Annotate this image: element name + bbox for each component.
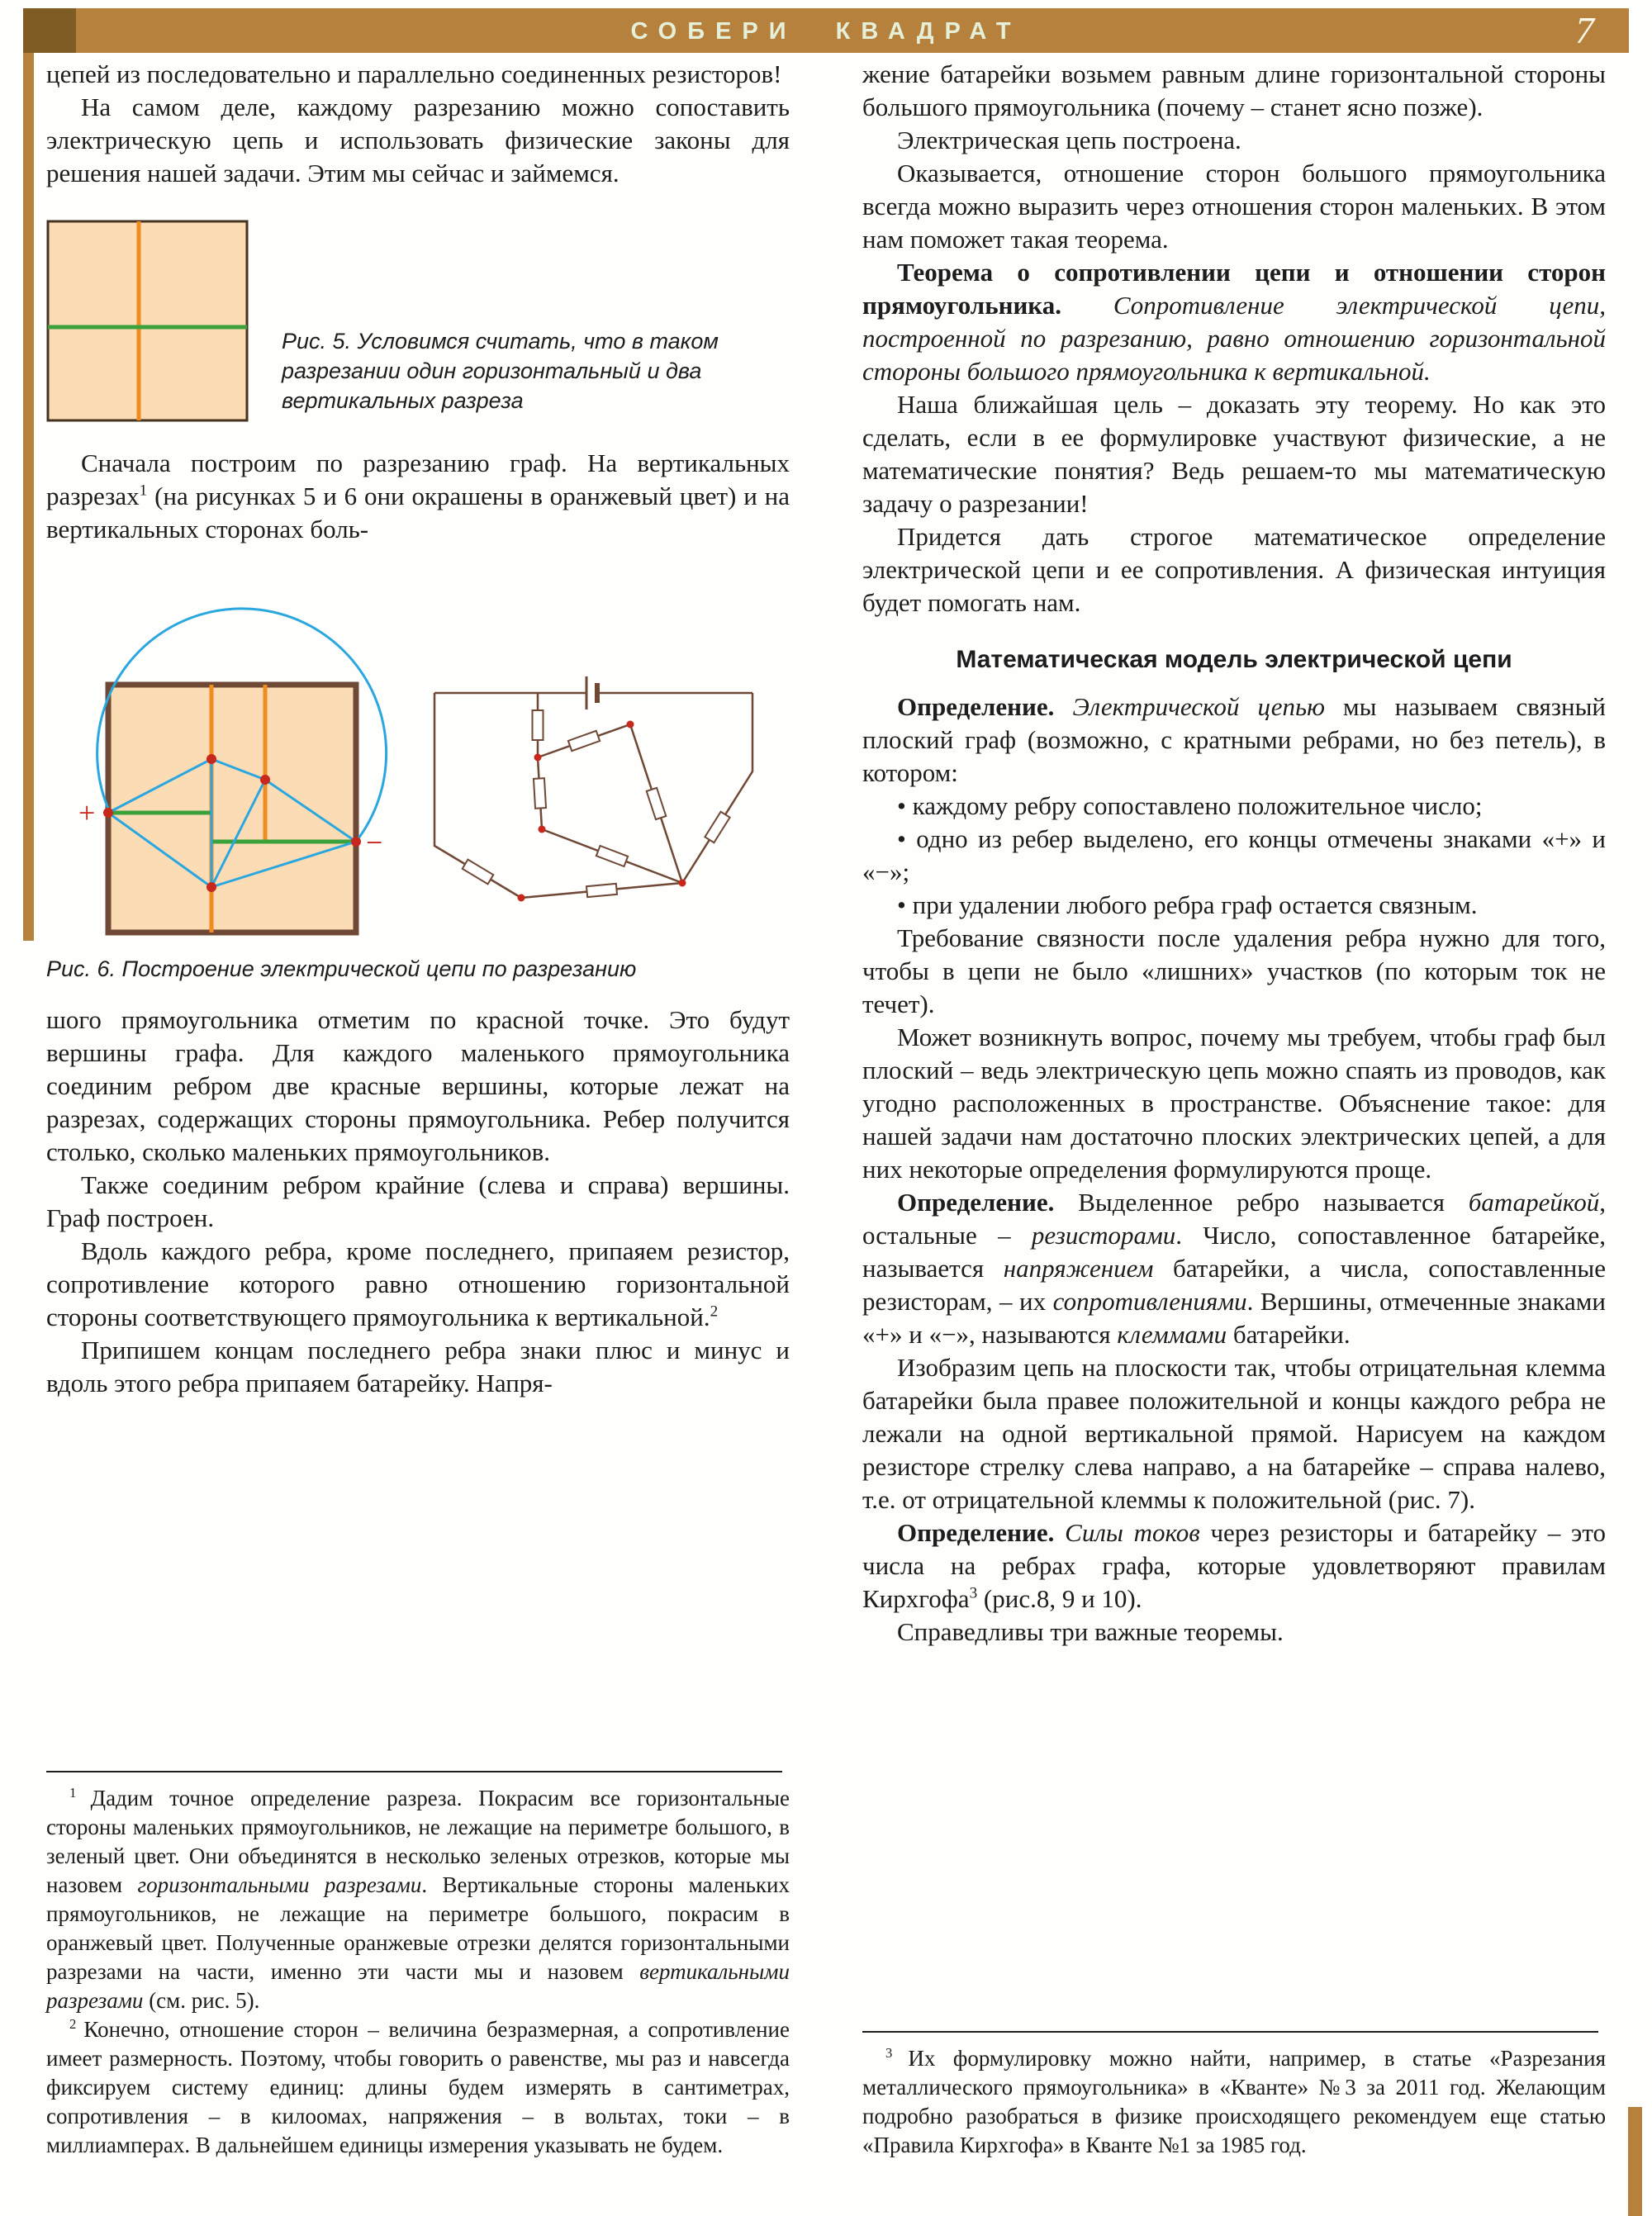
right-bottom-paragraphs	[862, 690, 1606, 1649]
footnote: $^1$ Дадим точное определение разреза. Покрасим все горизонтальные стороны маленьких прямоугольников, не лежащие на периметре большого, в зеленый цвет. Они объединятся в несколько зеленых отрезков, которые мы назовем горизонтальными разрезами. Вертикальные стороны маленьких прямоугольников, не лежащие на периметре большого, покрасим в оранжевый цвет. Полученные оранжевые отрезки делятся горизонтальными разрезами на части, именно эти части мы и назовем вертикальными разрезами (см. рис. 5).	[46, 1785, 790, 2013]
vertex-dot	[260, 775, 270, 785]
page-header	[23, 8, 1629, 53]
vertex-dot	[518, 894, 525, 902]
resistor-icon	[534, 778, 546, 809]
resistor-icon	[463, 860, 494, 885]
figure-6-graph-on-square	[67, 569, 397, 941]
footnote: $^3$ Их формулировку можно найти, например, в статье «Разрезания металлического прямоугольника» в «Кванте» №3 за 2011 год. Желающим подробно разобраться в физике происходящего рекомендуем еще статью «Правила Кирхгофа» в Кванте №1 за 1985 год.	[862, 2045, 1606, 2157]
vertex-dot	[351, 837, 361, 847]
left-footnote-block	[46, 1771, 790, 2160]
big-square	[108, 685, 356, 932]
battery-icon	[586, 676, 597, 709]
left-intro-paragraphs	[46, 58, 790, 190]
paragraph: Сначала построим по разрезанию граф. На вертикальных разрезах$^1$ (на рисунках 5 и 6 они окрашены в оранжевый цвет) и на вертикальных сторонах боль-	[46, 448, 790, 543]
resistor-icon	[533, 710, 544, 740]
right-column	[862, 58, 1606, 2160]
content-columns	[46, 58, 1606, 2160]
resistors	[463, 710, 730, 897]
resistor-icon	[596, 846, 628, 866]
paragraph: • каждому ребру сопоставлено положительное число;	[897, 791, 1483, 820]
minus-terminal-label: −	[366, 826, 383, 859]
paragraph: Определение. Выделенное ребро называется батарейкой, остальные – резисторами. Число, сопоставленное батарейке, называется напряжением батарейки, а числа, сопоставленные резисторам, – их сопротивлениями. Вершины, отмеченные знаками «+» и «−», называются клеммами батарейки.	[862, 1188, 1606, 1349]
paragraph: Оказывается, отношение сторон большого прямоугольника всегда можно выразить через отношения сторон маленьких. В этом нам поможет такая теорема.	[862, 159, 1606, 254]
vertex-dot	[534, 754, 542, 762]
paragraph: Теорема о сопротивлении цепи и отношении сторон прямоугольника. Сопротивление электрической цепи, построенной по разрезанию, равно отношению горизонтальной стороны большого прямоугольника к вертикальной.	[862, 258, 1606, 386]
vertex-dot	[206, 754, 216, 764]
paragraph: Также соединим ребром крайние (слева и справа) вершины. Граф построен.	[46, 1170, 790, 1232]
paragraph: Справедливы три важные теоремы.	[897, 1617, 1284, 1646]
vertex-dot	[206, 882, 216, 892]
resistor-icon	[647, 788, 667, 819]
footnote-rule	[862, 2031, 1598, 2033]
figure-6-row	[67, 569, 790, 941]
paragraph: • при удалении любого ребра граф остается связным.	[897, 890, 1478, 919]
paragraph: На самом деле, каждому разрезанию можно сопоставить электрическую цепь и использовать физические законы для решения нашей задачи. Этим мы сейчас и займемся.	[46, 93, 790, 187]
page-number: 7	[1575, 9, 1594, 51]
paragraph: Определение. Электрической цепью мы называем связный плоский граф (возможно, с кратными ребрами, но без петель), в котором:	[862, 692, 1606, 787]
vertex-dot	[627, 721, 634, 728]
figure-6-circuit-diagram	[422, 676, 769, 941]
left-middle-paragraphs	[46, 447, 790, 546]
left-column	[46, 58, 790, 2160]
footnote-rule	[46, 1771, 782, 1772]
vertex-dot	[539, 826, 546, 833]
figure-6-caption: Рис. 6. Построение электрической цепи по разрезанию	[46, 956, 637, 981]
paragraph: Вдоль каждого ребра, кроме последнего, припаяем резистор, сопротивление которого равно отношению горизонтальной стороны соответствующего прямоугольника к вертикальной.$^2$	[46, 1236, 790, 1331]
plus-terminal-label: +	[78, 796, 96, 829]
circuit-wires	[434, 693, 752, 898]
figure-5-dissected-square	[46, 220, 249, 422]
paragraph: Придется дать строгое математическое определение электрической цепи и ее сопротивления. А физическая интуиция будет помогать нам.	[862, 522, 1606, 617]
big-square	[48, 221, 247, 420]
section-heading: Математическая модель электрической цепи	[956, 646, 1512, 673]
figure-6	[46, 569, 790, 984]
vertex-dot	[103, 808, 113, 818]
paragraph: Припишем концам последнего ребра знаки плюс и минус и вдоль этого ребра припаяем батарейку. Напря-	[46, 1336, 790, 1397]
footnote: $^2$ Конечно, отношение сторон – величина безразмерная, а сопротивление имеет размерность. Поэтому, чтобы говорить о равенстве, мы раз и навсегда фиксируем систему единиц: длины будем измерять в сантиметрах, сопротивления – в килоомах, напряжения – в вольтах, токи – в миллиамперах. В дальнейшем единицы измерения указывать не будем.	[46, 2016, 790, 2157]
paragraph: Требование связности после удаления ребра нужно для того, чтобы в цепи не было «лишних» участков (по которым ток не течет).	[862, 923, 1606, 1018]
paragraph: цепей из последовательно и параллельно соединенных резисторов!	[46, 59, 782, 88]
paragraph: Изобразим цепь на плоскости так, чтобы отрицательная клемма батарейки была правее положительной и концы каждого ребра не лежали на одной вертикальной прямой. Нарисуем на каждом резисторе стрелку слева направо, а на батарейке – справа налево, т.е. от отрицательной клеммы к положительной (рис. 7).	[862, 1353, 1606, 1514]
paragraph: Электрическая цепь построена.	[897, 126, 1241, 154]
vertex-dot	[679, 880, 686, 887]
paragraph: Наша ближайшая цель – доказать эту теорему. Но как это сделать, если в ее формулировке участвуют физические, а не математические понятия? Ведь решаем-то мы математическую задачу о разрезании!	[862, 390, 1606, 518]
page-title: СОБЕРИ КВАДРАТ	[630, 18, 1022, 45]
right-top-paragraphs	[862, 58, 1606, 619]
paragraph: • одно из ребер выделено, его концы отмечены знаками «+» и «−»;	[862, 824, 1606, 886]
resistor-icon	[568, 731, 600, 751]
figure-5-caption: Рис. 5. Условимся считать, что в таком разрезании один горизонтальный и два вертикальных разреза	[282, 329, 719, 413]
paragraph: шого прямоугольника отметим по красной точке. Это будут вершины графа. Для каждого маленького прямоугольника соединим ребром две красные вершины, которые лежат на разрезах, содержащих стороны прямоугольника. Ребер получится столько, сколько маленьких прямоугольников.	[46, 1005, 790, 1166]
figure-5	[46, 220, 790, 422]
paragraph: Определение. Силы токов через резисторы и батарейку – это числа на ребрах графа, которые удовлетворяют правилам Кирхгофа$^3$ (рис.8, 9 и 10).	[862, 1518, 1607, 1613]
right-footnotes	[862, 2044, 1606, 2160]
paragraph: жение батарейки возьмем равным длине горизонтальной стороны большого прямоугольника (почему – станет ясно позже).	[862, 59, 1606, 121]
right-edge-bar	[1628, 2107, 1642, 2216]
right-footnote-block	[862, 2031, 1606, 2160]
left-bottom-paragraphs	[46, 1004, 790, 1400]
paragraph: Может возникнуть вопрос, почему мы требуем, чтобы граф был плоский – ведь электрическую цепь можно спаять из проводов, как угодно расположенных в пространстве. Объяснение такое: для нашей задачи нам достаточно плоских электрических цепей, а для них некоторые определения формулируются проще.	[862, 1023, 1606, 1184]
resistor-icon	[705, 812, 729, 842]
resistor-icon	[586, 884, 617, 897]
left-footnotes	[46, 1784, 790, 2160]
left-edge-bar	[23, 53, 34, 941]
